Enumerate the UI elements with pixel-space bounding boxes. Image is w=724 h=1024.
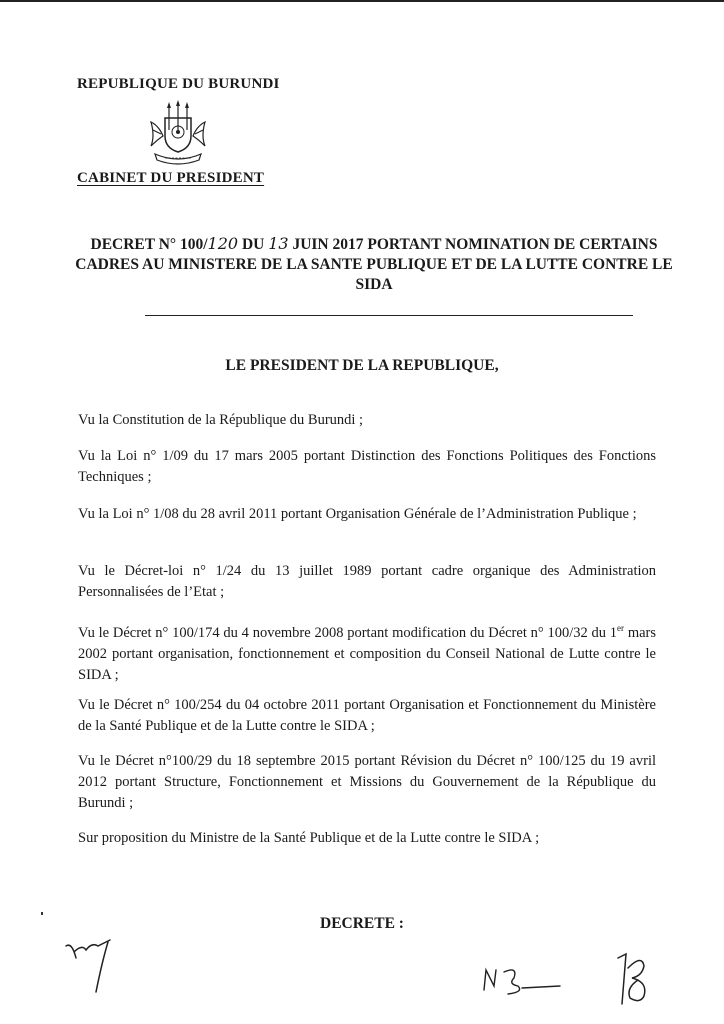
handwritten-decree-number: 120 <box>207 234 239 253</box>
sur-proposition: Sur proposition du Ministre de la Santé Publique et de la Lutte contre le SIDA ; <box>78 830 540 846</box>
vu-loi-1-08: Vu la Loi n° 1/08 du 28 avril 2011 portant Organisation Générale de l’Administration Publique ; <box>78 506 637 522</box>
vu-loi-1-09: Vu la Loi n° 1/09 du 17 mars 2005 portant Distinction des Fonctions Politiques des Fonctions Techniques ; <box>78 448 656 485</box>
burundi-coat-of-arms-icon <box>143 100 213 168</box>
ordinal-superscript: er <box>617 623 625 633</box>
vu-decret-loi-1-24: Vu le Décret-loi n° 1/24 du 13 juillet 1989 portant cadre organique des Administration Personnalisées de l’Etat ; <box>78 563 656 600</box>
cabinet-heading: CABINET DU PRESIDENT <box>77 170 265 186</box>
handwritten-day: 13 <box>268 234 289 253</box>
title-part1: DECRET N° 100/ <box>90 236 208 253</box>
decree-title <box>60 234 688 295</box>
republic-heading: REPUBLIQUE DU BURUNDI <box>77 76 280 92</box>
decrete-heading: DECRETE : <box>320 915 404 932</box>
handwritten-initials-middle <box>478 960 562 1000</box>
scan-top-edge <box>0 0 724 2</box>
vu-decret-100-174 <box>78 618 656 686</box>
paragraph-text-after: mars 2002 portant organisation, fonctionnement et composition du Conseil National de Lutte contre le SIDA ; <box>78 624 657 683</box>
paragraph-text-before: Vu le Décret n° 100/174 du 4 novembre 2008 portant modification du Décret n° 100/32 du 1 <box>78 624 618 641</box>
president-heading: LE PRESIDENT DE LA REPUBLIQUE, <box>225 357 499 374</box>
vu-decret-100-29: Vu le Décret n°100/29 du 18 septembre 2015 portant Révision du Décret n° 100/125 du 19 avril 2012 portant Structure, Fonctionnement et Missions du Gouvernement de la République du Burundi ; <box>78 753 656 811</box>
title-part2: DU <box>238 236 269 253</box>
vu-decret-100-254: Vu le Décret n° 100/254 du 04 octobre 2011 portant Organisation et Fonctionnement du Ministère de la Santé Publique et de la Lutte contre le SIDA ; <box>78 697 656 734</box>
title-divider <box>145 315 633 316</box>
title-part3: JUIN 2017 PORTANT NOMINATION DE CERTAINS CADRES AU MINISTERE DE LA SANTE PUBLIQUE ET DE LA LUTTE CONTRE LE SIDA <box>75 236 673 293</box>
handwritten-initials-right <box>614 948 654 1006</box>
vu-constitution: Vu la Constitution de la République du Burundi ; <box>78 412 364 428</box>
handwritten-initials-left <box>62 932 122 994</box>
